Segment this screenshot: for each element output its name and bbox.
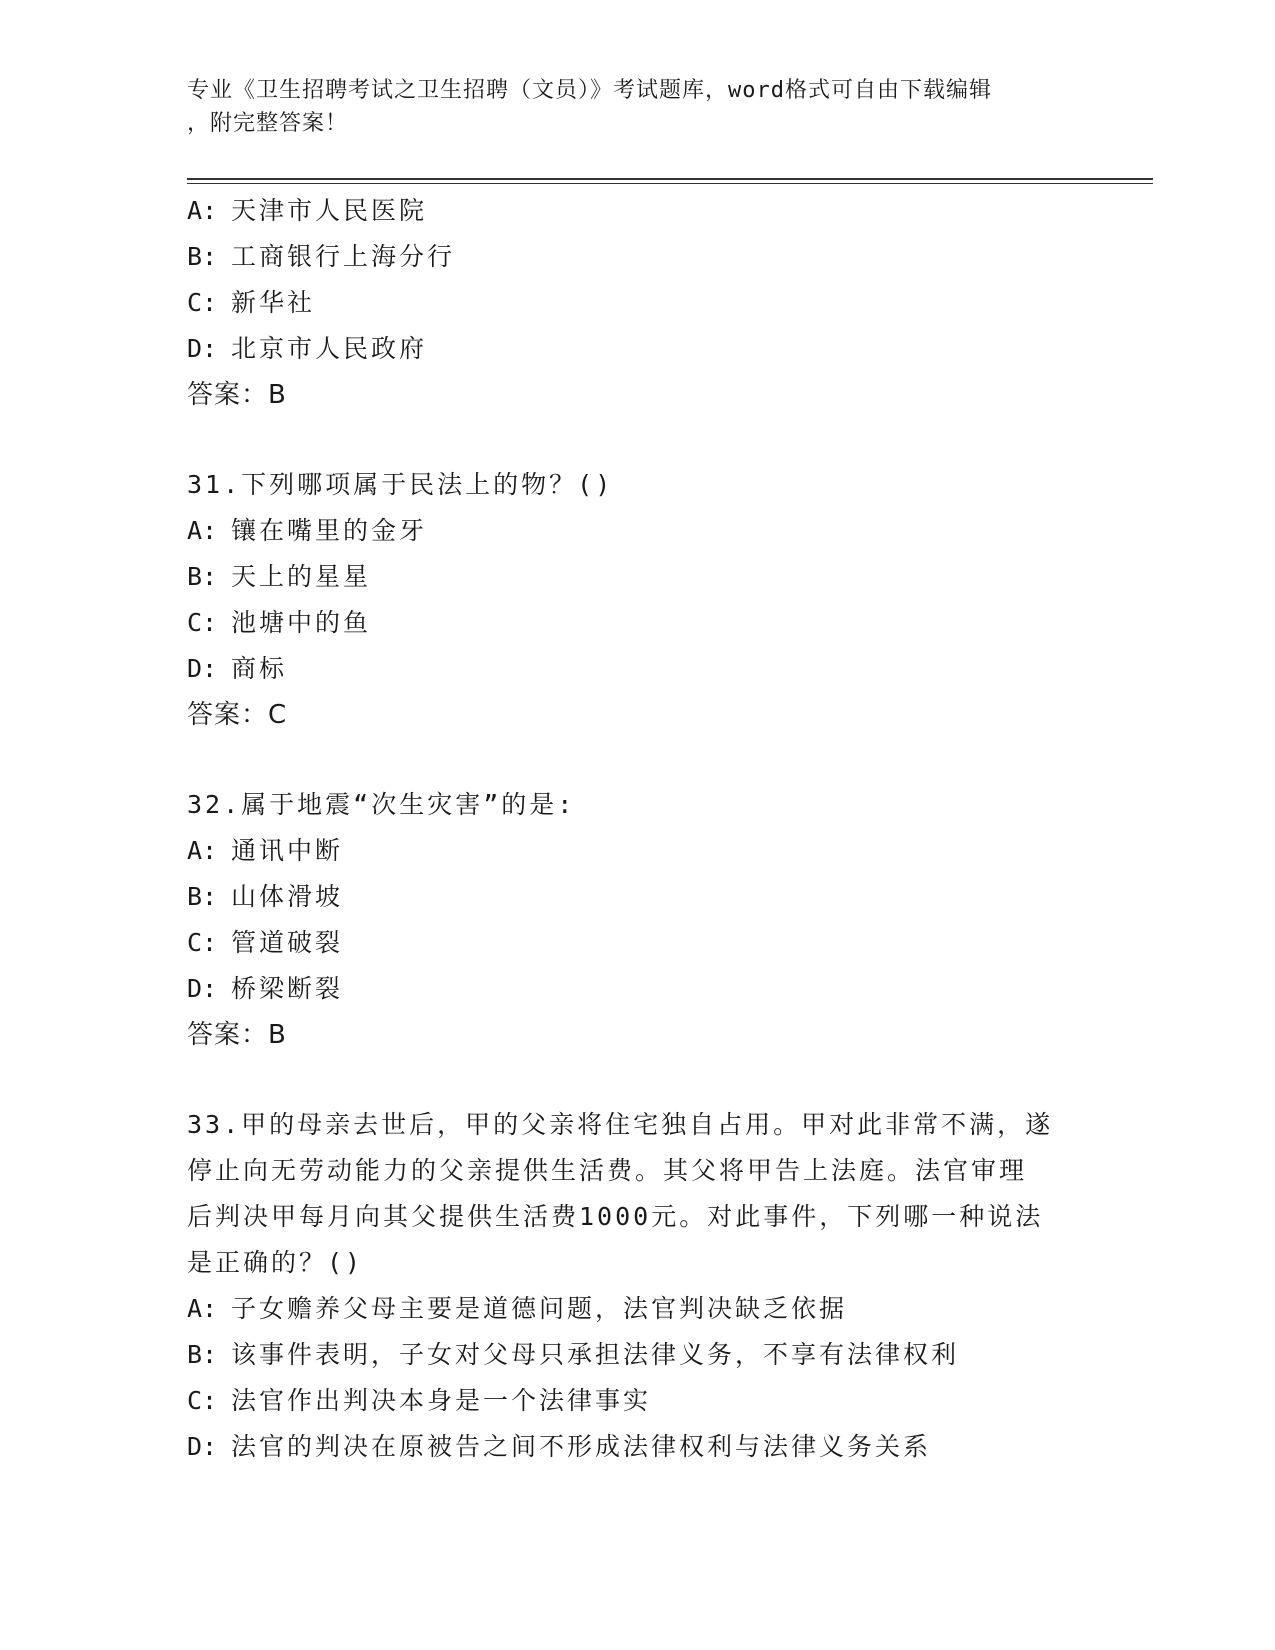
question-32-block [187, 782, 1087, 1058]
spacer [187, 1058, 1087, 1102]
question-stem-line-1: 33.甲的母亲去世后，甲的父亲将住宅独自占用。甲对此非常不满，遂 [187, 1110, 1054, 1139]
question-stem-line-3: 后判决甲每月向其父提供生活费1000元。对此事件，下列哪一种说法 [187, 1202, 1044, 1231]
option-a: A: 子女赡养父母主要是道德问题，法官判决缺乏依据 [187, 1294, 848, 1323]
question-33-block [187, 1102, 1087, 1470]
question-stem: 32.属于地震“次生灾害”的是: [187, 790, 576, 819]
option-a: A: 镶在嘴里的金牙 [187, 516, 428, 545]
option-b: B: 该事件表明，子女对父母只承担法律义务，不享有法律权利 [187, 1340, 960, 1369]
answer-line: 答案：B [187, 380, 287, 410]
header-line-2: ，附完整答案！ [187, 111, 349, 136]
option-c: C: 法官作出判决本身是一个法律事实 [187, 1386, 652, 1415]
question-stem: 31.下列哪项属于民法上的物？() [187, 470, 614, 499]
option-a: A: 通讯中断 [187, 836, 344, 865]
option-c: C: 管道破裂 [187, 928, 344, 957]
answer-line: 答案：C [187, 700, 288, 730]
option-c: C: 池塘中的鱼 [187, 608, 372, 637]
option-a: A: 天津市人民医院 [187, 196, 428, 225]
answer-line: 答案：B [187, 1020, 287, 1050]
header-divider-thick [187, 178, 1153, 180]
question-content [187, 188, 1087, 1470]
question-30-block [187, 188, 1087, 418]
question-stem-line-4: 是正确的？() [187, 1248, 364, 1277]
option-b: B: 山体滑坡 [187, 882, 344, 911]
option-d: D: 北京市人民政府 [187, 334, 428, 363]
question-31-block [187, 462, 1087, 738]
spacer [187, 418, 1087, 462]
option-d: D: 商标 [187, 654, 288, 683]
document-header [187, 74, 1087, 140]
option-d: D: 桥梁断裂 [187, 974, 344, 1003]
option-b: B: 天上的星星 [187, 562, 372, 591]
option-c: C: 新华社 [187, 288, 316, 317]
header-divider-thin [187, 183, 1153, 184]
question-stem-line-2: 停止向无劳动能力的父亲提供生活费。其父将甲告上法庭。法官审理 [187, 1156, 1028, 1185]
option-d: D: 法官的判决在原被告之间不形成法律权利与法律义务关系 [187, 1432, 932, 1461]
option-b: B: 工商银行上海分行 [187, 242, 456, 271]
header-line-1: 专业《卫生招聘考试之卫生招聘（文员）》考试题库，word格式可自由下载编辑 [187, 78, 992, 103]
spacer [187, 738, 1087, 782]
